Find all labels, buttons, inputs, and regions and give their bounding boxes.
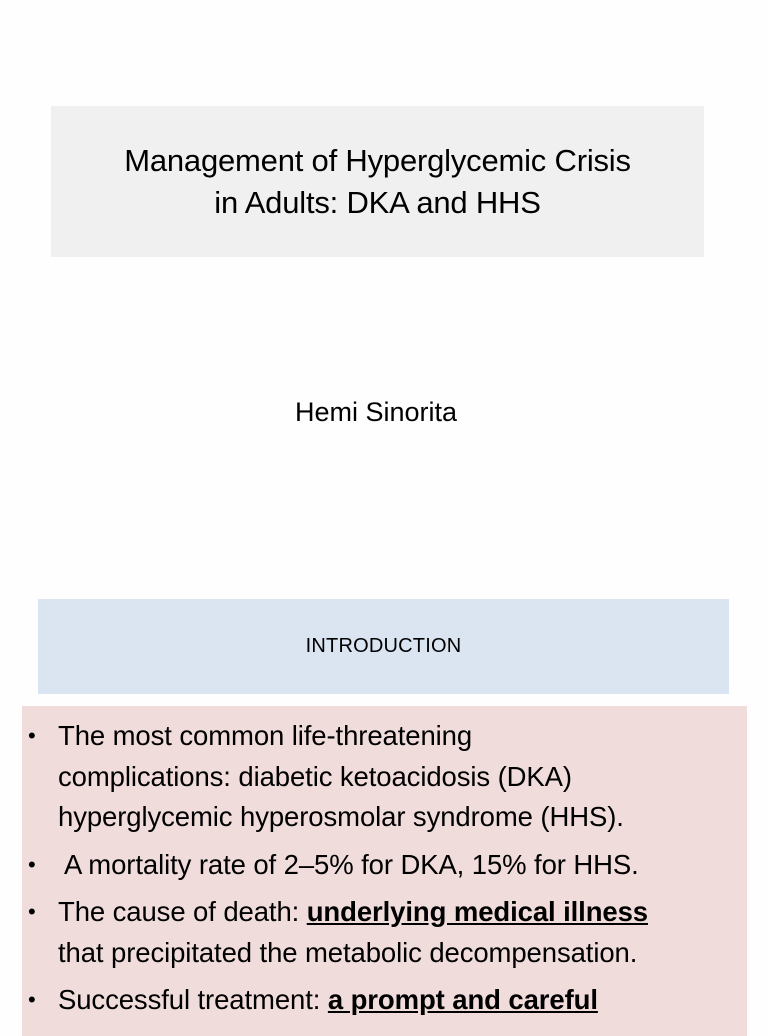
bullet-dot-icon: • xyxy=(28,899,36,924)
bullet-emphasis: a prompt and careful xyxy=(327,984,598,1015)
author-name: Hemi Sinorita xyxy=(294,397,458,427)
introduction-banner xyxy=(38,599,729,694)
bullet-list xyxy=(22,706,747,1021)
title-line-1: Management of Hyperglycemic Crisis xyxy=(124,142,631,178)
bullet-item-common-complications xyxy=(22,716,747,838)
bullet-text-line: The most common life-threatening xyxy=(58,720,473,751)
bullet-text-line: hyperglycemic hyperosmolar syndrome (HHS). xyxy=(58,801,624,832)
bullet-prefix: Successful treatment: xyxy=(58,984,328,1015)
bullet-item-successful-treatment xyxy=(22,980,747,1021)
introduction-heading: INTRODUCTION xyxy=(305,635,462,657)
bullet-item-mortality-rate xyxy=(22,845,747,886)
bullet-text-line: A mortality rate of 2–5% for DKA, 15% for HHS. xyxy=(58,848,639,880)
bullet-dot-icon: • xyxy=(28,851,36,877)
bullet-dot-icon: • xyxy=(28,987,36,1012)
bullet-text-line xyxy=(58,980,747,1021)
title-line-2: in Adults: DKA and HHS xyxy=(214,184,541,220)
bullet-item-cause-of-death xyxy=(22,892,747,973)
title-box xyxy=(51,106,704,257)
bullet-emphasis: underlying medical illness xyxy=(306,896,648,927)
bullet-dot-icon: • xyxy=(28,723,36,748)
bullet-text-line: that precipitated the metabolic decompensation. xyxy=(58,936,638,968)
bullet-text-line: complications: diabetic ketoacidosis (DKA) xyxy=(58,760,572,792)
bullet-prefix: The cause of death: xyxy=(58,896,307,927)
bullet-text-line xyxy=(58,892,747,933)
bullets-panel xyxy=(22,706,747,1036)
